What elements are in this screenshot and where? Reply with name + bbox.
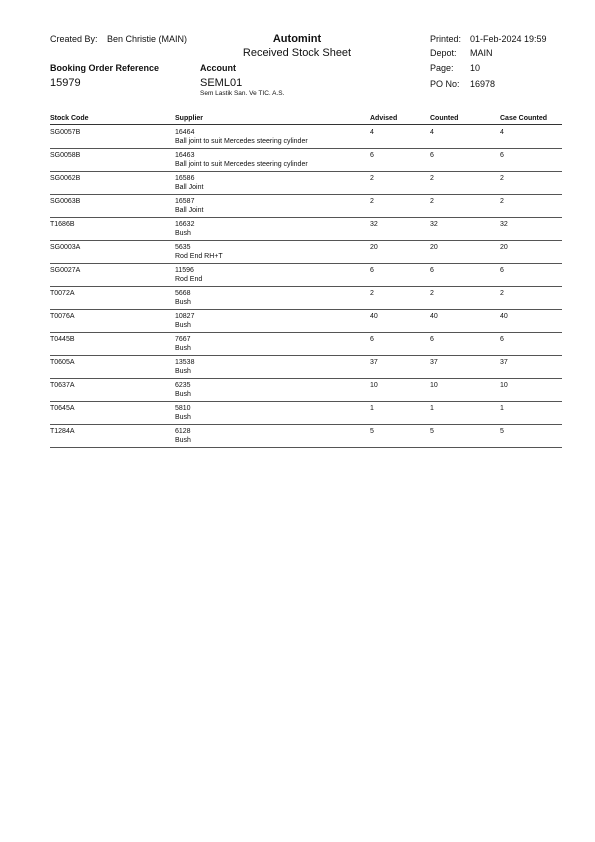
description-cell: Bush [175,414,191,421]
description-cell: Bush [175,299,191,306]
stock-code-cell: T0076A [50,313,75,320]
description-cell: Ball Joint [175,207,204,214]
table-row [50,355,562,379]
counted-cell: 2 [430,175,434,182]
created-by-value: Ben Christie (MAIN) [107,34,188,44]
counted-cell: 2 [430,198,434,205]
table-row [50,240,562,264]
supplier-code-cell: 5635 [175,244,191,251]
description-cell: Ball joint to suit Mercedes steering cylinder [175,161,308,168]
table-row [50,263,562,287]
advised-cell: 6 [370,336,374,343]
case-counted-cell: 2 [500,290,504,297]
advised-cell: 37 [370,359,378,366]
created-by-label: Created By: [50,34,98,44]
table-row [50,217,562,241]
description-cell: Bush [175,437,191,444]
advised-cell: 6 [370,267,374,274]
supplier-code-cell: 16586 [175,175,195,182]
table-row [50,148,562,172]
case-counted-cell: 10 [500,382,508,389]
counted-cell: 6 [430,336,434,343]
table-row [50,194,562,218]
case-counted-cell: 20 [500,244,508,251]
description-cell: Bush [175,391,191,398]
description-cell: Ball Joint [175,184,204,191]
case-counted-cell: 1 [500,405,504,412]
stock-code-cell: SG0063B [50,198,81,205]
counted-cell: 40 [430,313,438,320]
supplier-code-cell: 16587 [175,198,195,205]
counted-cell: 6 [430,267,434,274]
case-counted-cell: 5 [500,428,504,435]
advised-cell: 5 [370,428,374,435]
po-value: 16978 [470,79,496,89]
printed-label: Printed: [430,34,462,44]
table-row [50,424,562,448]
supplier-code-cell: 6235 [175,382,191,389]
supplier-code-cell: 16463 [175,152,195,159]
stock-code-cell: T0072A [50,290,75,297]
depot-value: MAIN [470,48,493,58]
advised-cell: 4 [370,129,374,136]
counted-cell: 5 [430,428,434,435]
advised-cell: 2 [370,290,374,297]
case-counted-cell: 40 [500,313,508,320]
case-counted-cell: 6 [500,336,504,343]
supplier-code-cell: 11596 [175,267,194,274]
case-counted-cell: 6 [500,152,504,159]
case-counted-cell: 2 [500,198,504,205]
supplier-code-cell: 10827 [175,313,195,320]
description-cell: Ball joint to suit Mercedes steering cylinder [175,138,308,145]
report-subtitle: Received Stock Sheet [242,47,352,59]
advised-cell: 1 [370,405,374,412]
advised-cell: 2 [370,175,374,182]
stock-code-cell: T1284A [50,428,75,435]
stock-code-cell: SG0062B [50,175,81,182]
table-row [50,286,562,310]
booking-ref-value: 15979 [50,77,81,89]
description-cell: Rod End [175,276,203,283]
case-counted-cell: 4 [500,129,504,136]
supplier-code-cell: 7667 [175,336,191,343]
account-name: Sem Lastik San. Ve TIC. A.S. [200,90,285,97]
supplier-code-cell: 5810 [175,405,191,412]
advised-cell: 20 [370,244,378,251]
table-row [50,309,562,333]
counted-cell: 37 [430,359,438,366]
supplier-code-cell: 16464 [175,129,195,136]
table-row [50,332,562,356]
case-counted-cell: 2 [500,175,504,182]
description-cell: Bush [175,368,191,375]
table-row [50,401,562,425]
stock-code-cell: T0445B [50,336,75,343]
advised-cell: 2 [370,198,374,205]
supplier-code-cell: 16632 [175,221,195,228]
column-header-counted: Counted [430,115,459,122]
page-label: Page: [430,63,454,73]
table-row [50,125,562,149]
printed-value: 01-Feb-2024 19:59 [470,34,547,44]
counted-cell: 10 [430,382,438,389]
stock-code-cell: T0645A [50,405,75,412]
advised-cell: 10 [370,382,378,389]
case-counted-cell: 32 [500,221,508,228]
report-company-title: Automint [272,33,322,45]
po-label: PO No: [430,79,460,89]
stock-code-cell: SG0058B [50,152,81,159]
column-header-stock-code: Stock Code [50,115,89,122]
account-label: Account [200,63,236,73]
advised-cell: 6 [370,152,374,159]
column-header-supplier: Supplier [175,115,204,122]
page-value: 10 [470,63,481,73]
stock-code-cell: T0605A [50,359,75,366]
stock-code-cell: SG0027A [50,267,81,274]
description-cell: Bush [175,345,191,352]
counted-cell: 32 [430,221,438,228]
counted-cell: 20 [430,244,438,251]
counted-cell: 4 [430,129,434,136]
description-cell: Bush [175,230,191,237]
column-header-advised: Advised [370,115,398,122]
supplier-code-cell: 5668 [175,290,191,297]
description-cell: Bush [175,322,191,329]
stock-code-cell: T0637A [50,382,75,389]
depot-label: Depot: [430,48,457,58]
counted-cell: 2 [430,290,434,297]
column-header-case-counted: Case Counted [500,115,548,122]
case-counted-cell: 37 [500,359,508,366]
description-cell: Rod End RH+T [175,253,223,260]
counted-cell: 6 [430,152,434,159]
stock-code-cell: SG0057B [50,129,81,136]
table-row [50,378,562,402]
advised-cell: 32 [370,221,378,228]
case-counted-cell: 6 [500,267,504,274]
supplier-code-cell: 6128 [175,428,191,435]
booking-ref-label: Booking Order Reference [50,63,160,73]
counted-cell: 1 [430,405,434,412]
stock-code-cell: T1686B [50,221,75,228]
table-row [50,171,562,195]
stock-code-cell: SG0003A [50,244,81,251]
account-value: SEML01 [200,77,243,89]
advised-cell: 40 [370,313,378,320]
supplier-code-cell: 13538 [175,359,195,366]
